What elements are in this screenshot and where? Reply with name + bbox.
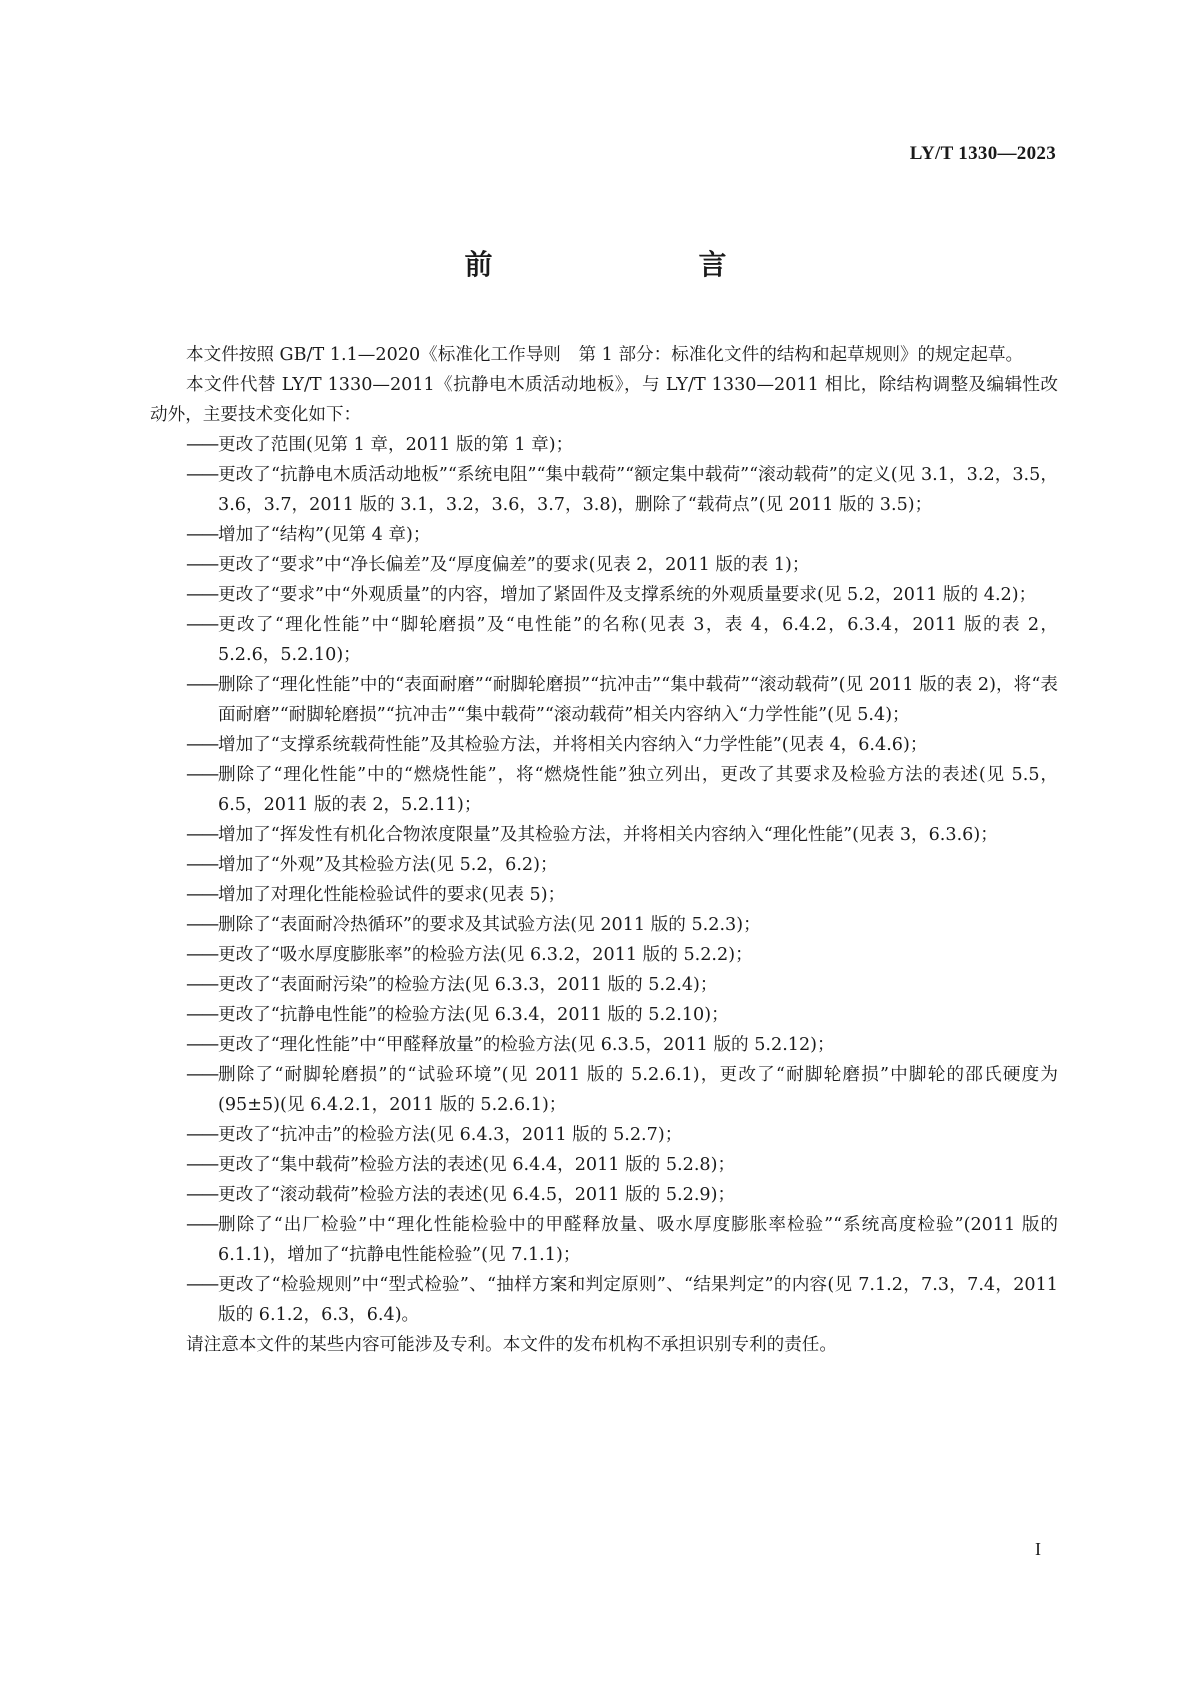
- change-item-text: 更改了“抗冲击”的检验方法(见 6.4.3，2011 版的 5.2.7)；: [218, 1125, 683, 1145]
- list-dash: ——: [186, 1275, 218, 1295]
- document-code: LY/T 1330—2023: [909, 143, 1056, 164]
- change-item: [150, 760, 1058, 820]
- change-item-text: 增加了“挥发性有机化合物浓度限量”及其检验方法，并将相关内容纳入“理化性能”(见表 3，6.3.6)；: [218, 825, 998, 845]
- change-item-text: 删除了“表面耐冷热循环”的要求及其试验方法(见 2011 版的 5.2.3)；: [218, 915, 761, 935]
- change-item-text: 更改了“滚动载荷”检验方法的表述(见 6.4.5，2011 版的 5.2.9)；: [218, 1185, 736, 1205]
- intro-paragraph: 本文件按照 GB/T 1.1—2020《标准化工作导则 第 1 部分：标准化文件的结构和起草规则》的规定起草。: [186, 345, 1024, 365]
- list-dash: ——: [186, 885, 218, 905]
- change-item: [150, 1150, 1058, 1180]
- change-item-text: 删除了“出厂检验”中“理化性能检验中的甲醛释放量、吸水厚度膨胀率检验”“系统高度检验”(2011 版的 6.1.1)，增加了“抗静电性能检验”(见 7.1.1)；: [218, 1215, 1058, 1265]
- change-item-text: 更改了“吸水厚度膨胀率”的检验方法(见 6.3.2，2011 版的 5.2.2)；: [218, 945, 753, 965]
- list-dash: ——: [186, 1125, 218, 1145]
- change-item-text: 更改了“理化性能”中“甲醛释放量”的检验方法(见 6.3.5，2011 版的 5.2.12)；: [218, 1035, 835, 1055]
- change-item-text: 更改了“检验规则”中“型式检验”、“抽样方案和判定原则”、“结果判定”的内容(见 7.1.2，7.3，7.4，2011 版的 6.1.2，6.3，6.4)。: [218, 1275, 1058, 1325]
- change-item-text: 删除了“理化性能”中的“表面耐磨”“耐脚轮磨损”“抗冲击”“集中载荷”“滚动载荷”(见 2011 版的表 2)，将“表面耐磨”“耐脚轮磨损”“抗冲击”“集中载荷”“滚动载荷”相关内容纳入“力学性能”(见 5.4)；: [218, 675, 1058, 725]
- change-item: [150, 1270, 1058, 1330]
- intro-paragraph: 本文件代替 LY/T 1330—2011《抗静电木质活动地板》，与 LY/T 1330—2011 相比，除结构调整及编辑性改动外，主要技术变化如下：: [150, 375, 1058, 425]
- change-item: [150, 910, 1058, 940]
- change-item: [150, 430, 1058, 460]
- list-dash: ——: [186, 735, 218, 755]
- change-item: [150, 1000, 1058, 1030]
- list-dash: ——: [186, 465, 218, 485]
- list-dash: ——: [186, 855, 218, 875]
- list-dash: ——: [186, 555, 218, 575]
- change-item-text: 增加了对理化性能检验试件的要求(见表 5)；: [218, 885, 566, 905]
- change-item-text: 更改了“表面耐污染”的检验方法(见 6.3.3，2011 版的 5.2.4)；: [218, 975, 718, 995]
- change-item-text: 增加了“支撑系统载荷性能”及其检验方法，并将相关内容纳入“力学性能”(见表 4，6.4.6)；: [218, 735, 928, 755]
- list-dash: ——: [186, 615, 218, 635]
- list-dash: ——: [186, 1035, 218, 1055]
- page-title: 前 言: [464, 248, 777, 281]
- change-item: [150, 820, 1058, 850]
- change-item: [150, 970, 1058, 1000]
- list-dash: ——: [186, 585, 218, 605]
- list-dash: ——: [186, 525, 218, 545]
- change-item: [150, 1060, 1058, 1120]
- change-item: [150, 850, 1058, 880]
- list-dash: ——: [186, 1065, 218, 1085]
- list-dash: ——: [186, 975, 218, 995]
- change-item: [150, 460, 1058, 520]
- list-dash: ——: [186, 1185, 218, 1205]
- list-dash: ——: [186, 435, 218, 455]
- document-body: [150, 340, 1058, 1360]
- change-item-text: 更改了“集中载荷”检验方法的表述(见 6.4.4，2011 版的 5.2.8)；: [218, 1155, 736, 1175]
- change-item-text: 更改了“理化性能”中“脚轮磨损”及“电性能”的名称(见表 3，表 4，6.4.2，6.3.4，2011 版的表 2，5.2.6，5.2.10)；: [218, 615, 1058, 665]
- change-item: [150, 1030, 1058, 1060]
- change-item-text: 更改了“要求”中“外观质量”的内容，增加了紧固件及支撑系统的外观质量要求(见 5.2，2011 版的 4.2)；: [218, 585, 1037, 605]
- list-dash: ——: [186, 765, 218, 785]
- change-item: [150, 1210, 1058, 1270]
- change-item-text: 增加了“结构”(见第 4 章)；: [218, 525, 431, 545]
- list-dash: ——: [186, 1215, 218, 1235]
- change-item-text: 删除了“耐脚轮磨损”的“试验环境”(见 2011 版的 5.2.6.1)，更改了“耐脚轮磨损”中脚轮的邵氏硬度为(95±5)(见 6.4.2.1，2011 版的 5.2.6.1)；: [218, 1065, 1058, 1115]
- change-item: [150, 1120, 1058, 1150]
- list-dash: ——: [186, 945, 218, 965]
- change-item: [150, 670, 1058, 730]
- page-number: I: [1035, 1539, 1041, 1559]
- list-dash: ——: [186, 675, 218, 695]
- change-item: [150, 880, 1058, 910]
- change-item-text: 更改了“要求”中“净长偏差”及“厚度偏差”的要求(见表 2，2011 版的表 1)；: [218, 555, 810, 575]
- change-item: [150, 940, 1058, 970]
- changes-list: [150, 430, 1058, 1330]
- change-item-text: 更改了“抗静电木质活动地板”“系统电阻”“集中载荷”“额定集中载荷”“滚动载荷”的定义(见 3.1，3.2，3.5，3.6，3.7，2011 版的 3.1，3.2，3.6，3.7，3.8)，删除了“载荷点”(见 2011 版的 3.5)；: [218, 465, 1058, 515]
- change-item: [150, 730, 1058, 760]
- list-dash: ——: [186, 1155, 218, 1175]
- change-item: [150, 520, 1058, 550]
- change-item: [150, 1180, 1058, 1210]
- list-dash: ——: [186, 825, 218, 845]
- change-item: [150, 580, 1058, 610]
- patent-notice: 请注意本文件的某些内容可能涉及专利。本文件的发布机构不承担识别专利的责任。: [186, 1335, 837, 1355]
- change-item-text: 删除了“理化性能”中的“燃烧性能”，将“燃烧性能”独立列出，更改了其要求及检验方法的表述(见 5.5，6.5，2011 版的表 2，5.2.11)；: [218, 765, 1058, 815]
- list-dash: ——: [186, 915, 218, 935]
- change-item: [150, 550, 1058, 580]
- list-dash: ——: [186, 1005, 218, 1025]
- change-item-text: 更改了范围(见第 1 章，2011 版的第 1 章)；: [218, 435, 574, 455]
- change-item: [150, 610, 1058, 670]
- change-item-text: 增加了“外观”及其检验方法(见 5.2，6.2)；: [218, 855, 558, 875]
- change-item-text: 更改了“抗静电性能”的检验方法(见 6.3.4，2011 版的 5.2.10)；: [218, 1005, 729, 1025]
